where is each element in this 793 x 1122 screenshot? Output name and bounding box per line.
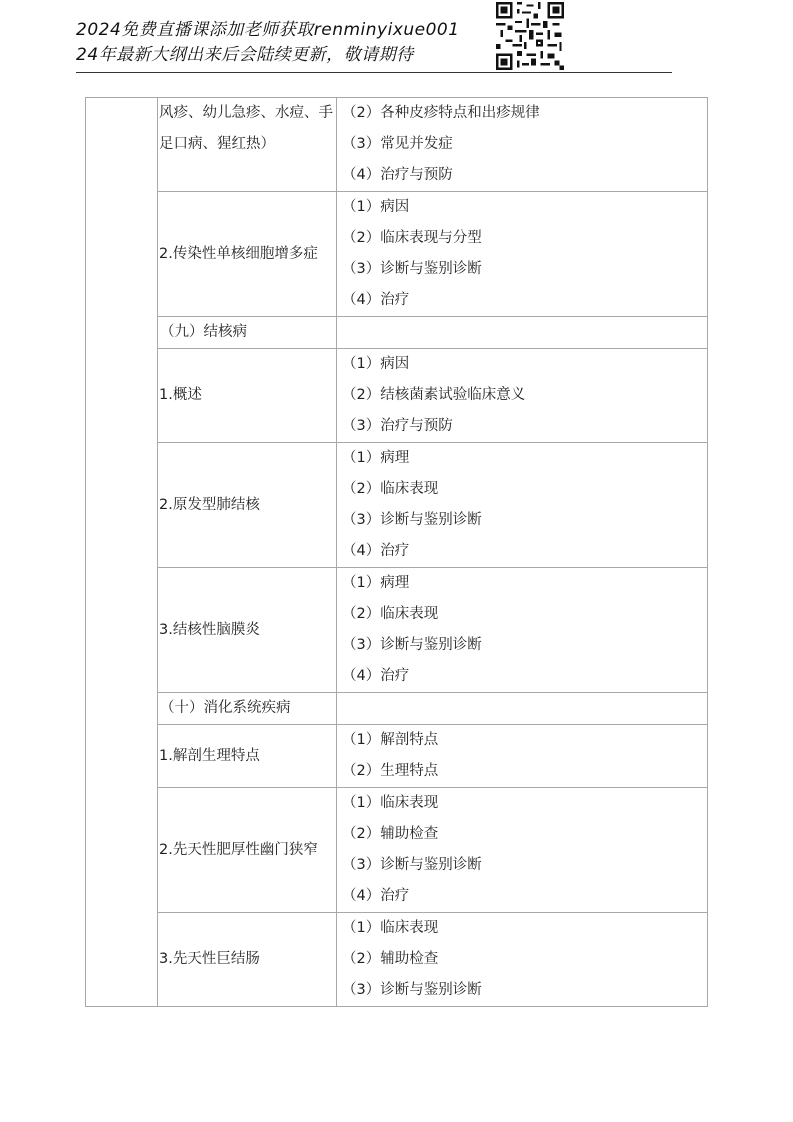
topic-cell: 3.先天性巨结肠 [158,913,337,1007]
table-row [86,349,708,443]
points-cell [337,725,708,788]
section-heading: （十）消化系统疾病 [158,693,337,725]
topic-cell: 风疹、幼儿急疹、水痘、手足口病、猩红热） [158,98,337,192]
point-item: （2）辅助检查 [342,951,439,967]
point-item: （2）临床表现与分型 [342,230,482,246]
point-item: （2）结核菌素试验临床意义 [342,387,526,403]
point-item: （1）病理 [342,575,410,591]
point-item: （2）各种皮疹特点和出疹规律 [342,105,540,121]
table-row [86,725,708,788]
header-divider [76,72,672,73]
point-item: （1）临床表现 [342,920,439,936]
topic-cell: 2.先天性肥厚性幽门狭窄 [158,788,337,913]
table-row [86,788,708,913]
points-cell [337,98,708,192]
point-item: （2）临床表现 [342,481,439,497]
points-cell [337,349,708,443]
header-update-line: 24年最新大纲出来后会陆续更新，敬请期待 [76,45,414,65]
table-row [86,192,708,317]
point-item: （1）病因 [342,356,410,372]
section-row [86,317,708,349]
qr-code-icon [496,2,564,70]
point-item: （3）诊断与鉴别诊断 [342,261,482,277]
point-item: （3）诊断与鉴别诊断 [342,512,482,528]
topic-cell: 2.传染性单核细胞增多症 [158,192,337,317]
points-cell [337,913,708,1007]
table-row [86,568,708,693]
point-item: （2）临床表现 [342,606,439,622]
point-item: （1）临床表现 [342,795,439,811]
points-cell [337,568,708,693]
topic-cell: 1.解剖生理特点 [158,725,337,788]
point-item: （3）治疗与预防 [342,418,453,434]
syllabus-table [85,97,708,1007]
points-cell [337,693,708,725]
point-item: （4）治疗 [342,292,410,308]
point-item: （4）治疗 [342,888,410,904]
topic-cell: 2.原发型肺结核 [158,443,337,568]
point-item: （4）治疗 [342,668,410,684]
category-cell [86,98,158,1007]
point-item: （3）诊断与鉴别诊断 [342,637,482,653]
points-cell [337,317,708,349]
section-row [86,693,708,725]
table-row [86,913,708,1007]
point-item: （2）辅助检查 [342,826,439,842]
points-cell [337,443,708,568]
table-row [86,98,708,192]
point-item: （1）病因 [342,199,410,215]
point-item: （2）生理特点 [342,763,439,779]
point-item: （4）治疗与预防 [342,167,453,183]
point-item: （3）诊断与鉴别诊断 [342,982,482,998]
section-heading: （九）结核病 [158,317,337,349]
topic-cell: 3.结核性脑膜炎 [158,568,337,693]
point-item: （3）诊断与鉴别诊断 [342,857,482,873]
points-cell [337,788,708,913]
point-item: （3）常见并发症 [342,136,453,152]
topic-cell: 1.概述 [158,349,337,443]
header-promo-line: 2024免费直播课添加老师获取renminyixue001 [76,20,460,40]
page-header [76,18,496,68]
point-item: （1）病理 [342,450,410,466]
point-item: （4）治疗 [342,543,410,559]
point-item: （1）解剖特点 [342,732,439,748]
points-cell [337,192,708,317]
table-row [86,443,708,568]
